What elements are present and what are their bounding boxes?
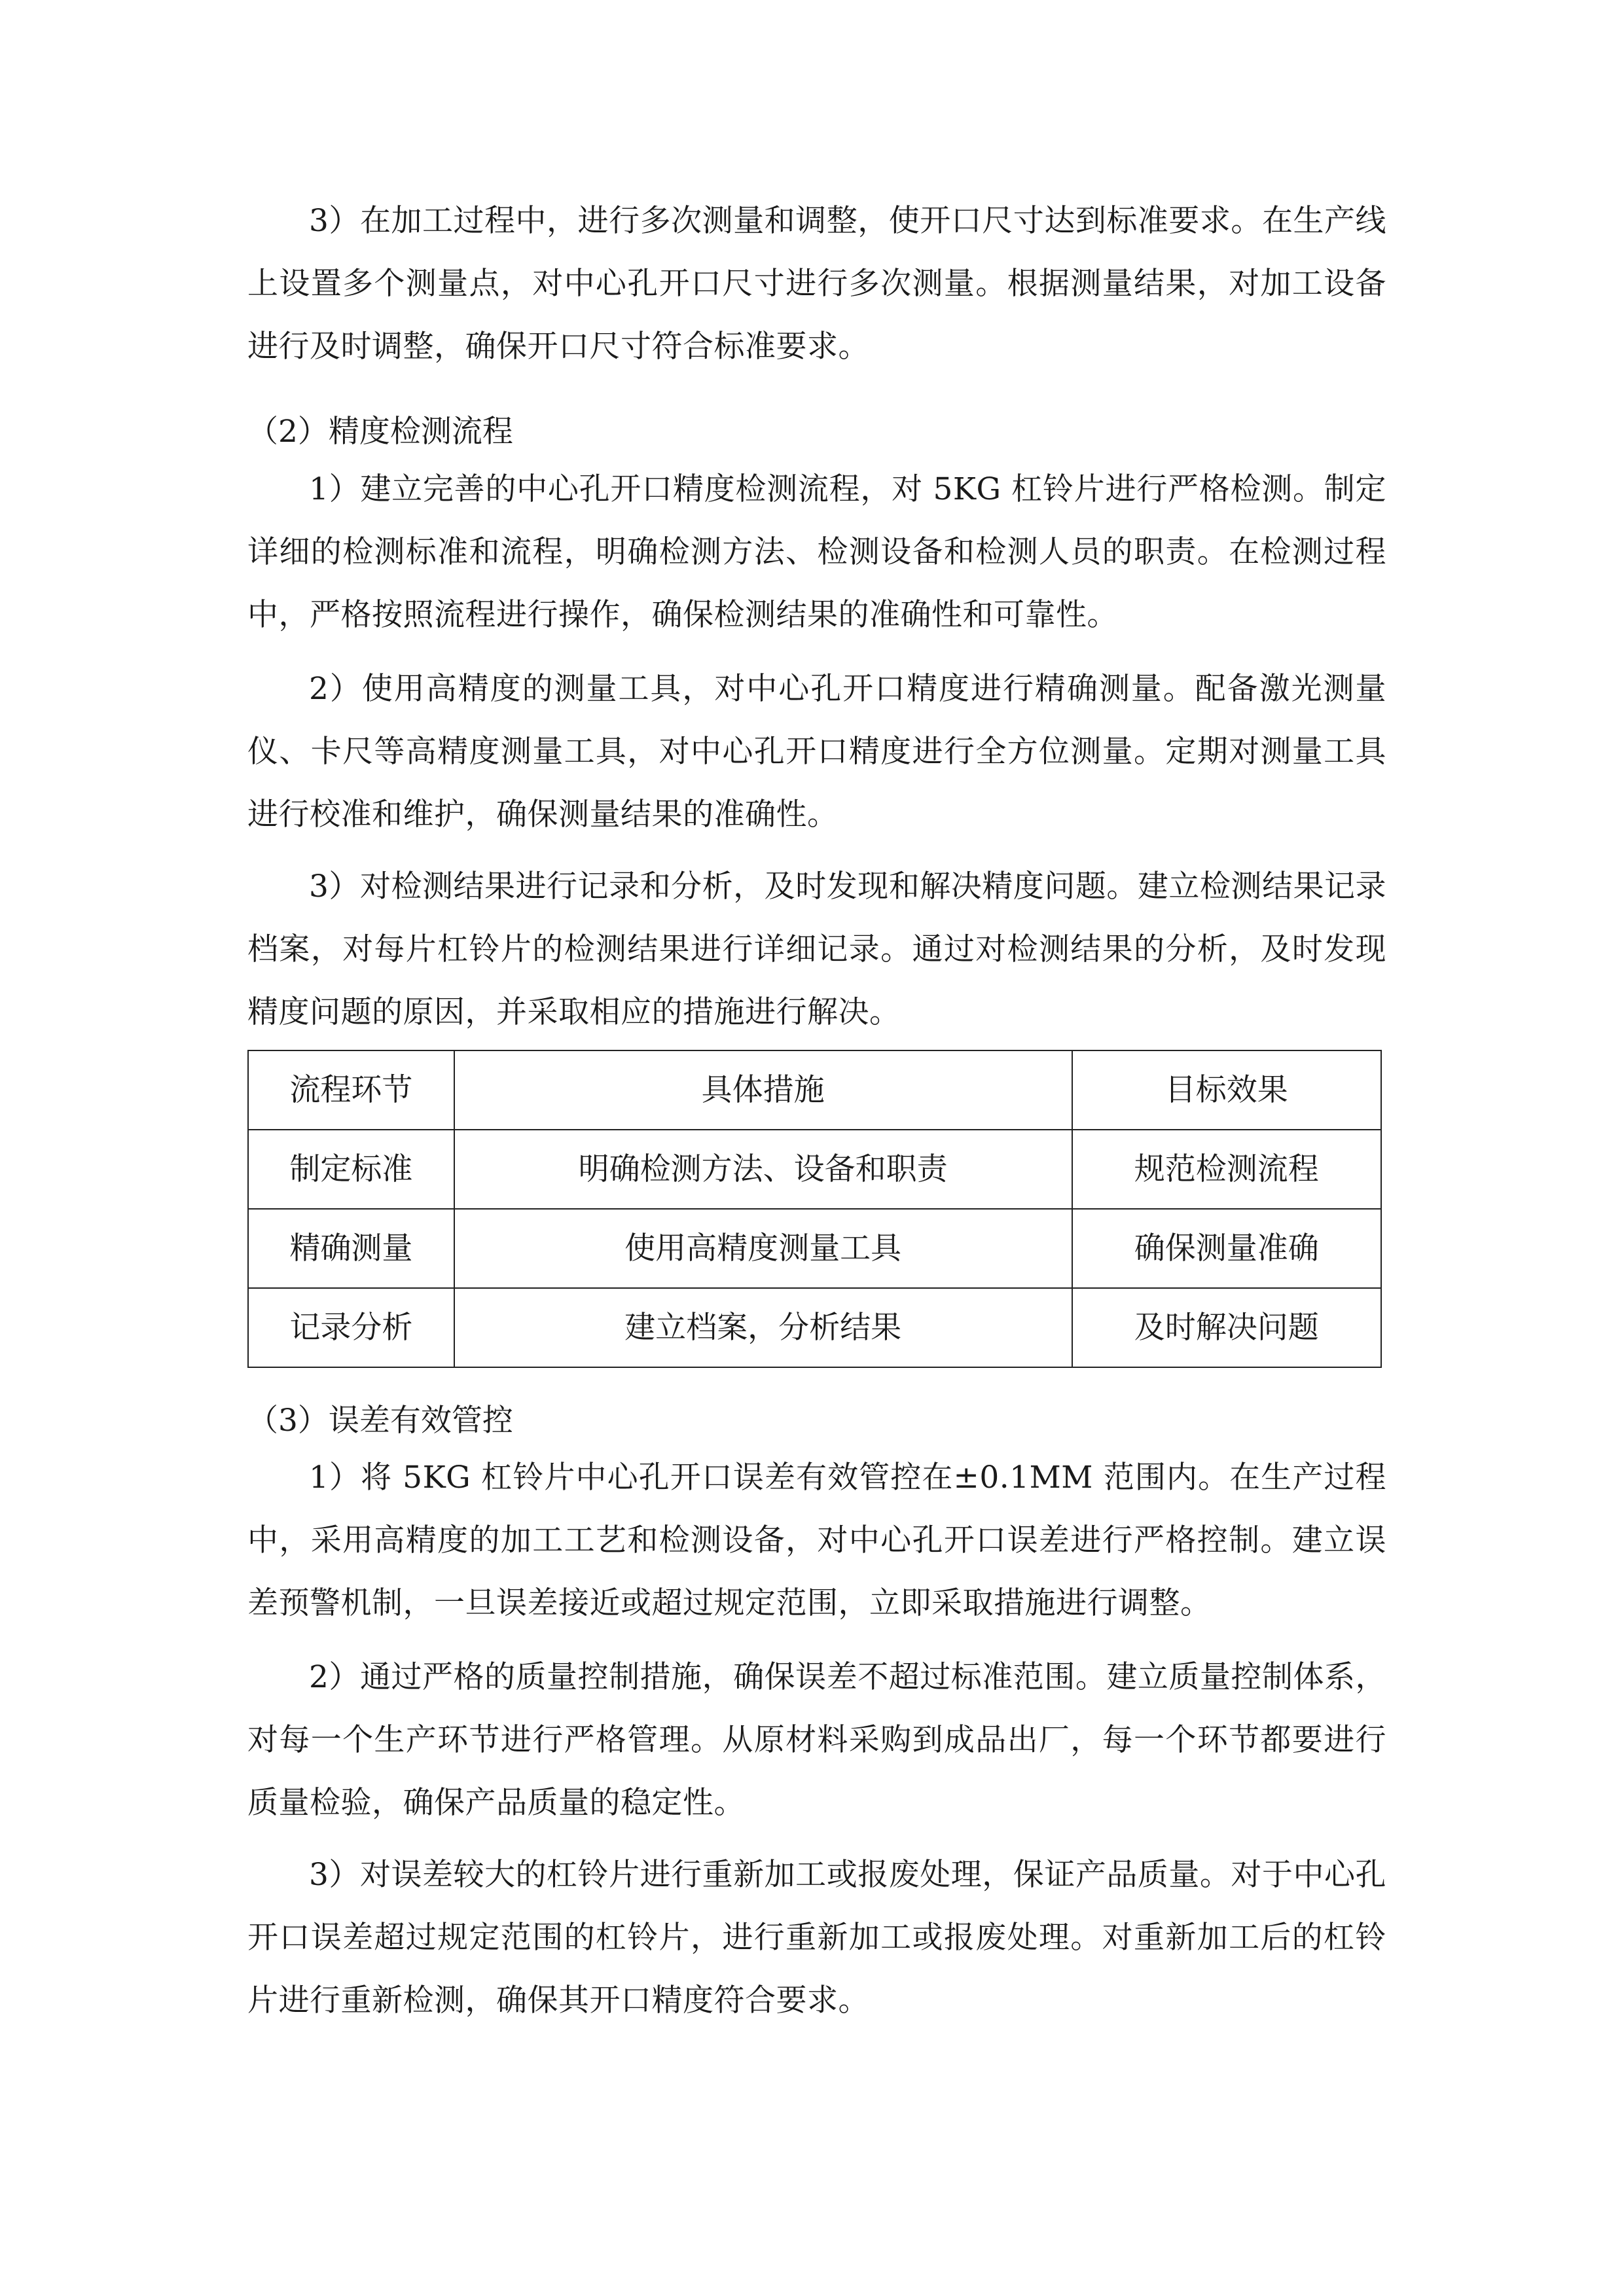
table-cell: 明确检测方法、设备和职责 — [454, 1130, 1072, 1209]
table-cell: 精确测量 — [248, 1209, 454, 1288]
section-heading-precision-inspection: （2）精度检测流程 — [247, 414, 513, 450]
table-cell: 规范检测流程 — [1072, 1130, 1381, 1209]
table-cell: 使用高精度测量工具 — [454, 1209, 1072, 1288]
paragraph-error-2: 2）通过严格的质量控制措施，确保误差不超过标准范围。建立质量控制体系，对每一个生产环节进行严格管理。从原材料采购到成品出厂，每一个环节都要进行质量检验，确保产品质量的稳定性。 — [247, 1659, 1386, 1821]
table-cell: 记录分析 — [248, 1288, 454, 1367]
paragraph-3-adjust: 3）在加工过程中，进行多次测量和调整，使开口尺寸达到标准要求。在生产线上设置多个测量点，对中心孔开口尺寸进行多次测量。根据测量结果，对加工设备进行及时调整，确保开口尺寸符合标准要求。 — [247, 203, 1386, 365]
table-cell: 确保测量准确 — [1072, 1209, 1381, 1288]
table-header-cell: 具体措施 — [454, 1050, 1072, 1130]
table-cell: 及时解决问题 — [1072, 1288, 1381, 1367]
table-cell: 建立档案，分析结果 — [454, 1288, 1072, 1367]
paragraph-error-1: 1）将 5KG 杠铃片中心孔开口误差有效管控在±0.1MM 范围内。在生产过程中，采用高精度的加工工艺和检测设备，对中心孔开口误差进行严格控制。建立误差预警机制，一旦误差接近或超过规定范围，立即采取措施进行调整。 — [247, 1460, 1386, 1621]
paragraph-inspection-2: 2）使用高精度的测量工具，对中心孔开口精度进行精确测量。配备激光测量仪、卡尺等高精度测量工具，对中心孔开口精度进行全方位测量。定期对测量工具进行校准和维护，确保测量结果的准确性。 — [247, 671, 1386, 833]
table-header-row — [248, 1050, 1381, 1130]
table-row — [248, 1209, 1381, 1288]
paragraph-inspection-3: 3）对检测结果进行记录和分析，及时发现和解决精度问题。建立检测结果记录档案，对每片杠铃片的检测结果进行详细记录。通过对检测结果的分析，及时发现精度问题的原因，并采取相应的措施进行解决。 — [247, 869, 1386, 1030]
table-cell: 制定标准 — [248, 1130, 454, 1209]
paragraph-error-3: 3）对误差较大的杠铃片进行重新加工或报废处理，保证产品质量。对于中心孔开口误差超过规定范围的杠铃片，进行重新加工或报废处理。对重新加工后的杠铃片进行重新检测，确保其开口精度符合要求。 — [247, 1857, 1386, 2018]
table-header-cell: 流程环节 — [248, 1050, 454, 1130]
section-heading-error-control: （3）误差有效管控 — [247, 1403, 513, 1439]
inspection-flow-table — [247, 1050, 1382, 1368]
table-row — [248, 1288, 1381, 1367]
paragraph-inspection-1: 1）建立完善的中心孔开口精度检测流程，对 5KG 杠铃片进行严格检测。制定详细的检测标准和流程，明确检测方法、检测设备和检测人员的职责。在检测过程中，严格按照流程进行操作，确保检测结果的准确性和可靠性。 — [247, 471, 1386, 633]
table-header-cell: 目标效果 — [1072, 1050, 1381, 1130]
table-row — [248, 1130, 1381, 1209]
